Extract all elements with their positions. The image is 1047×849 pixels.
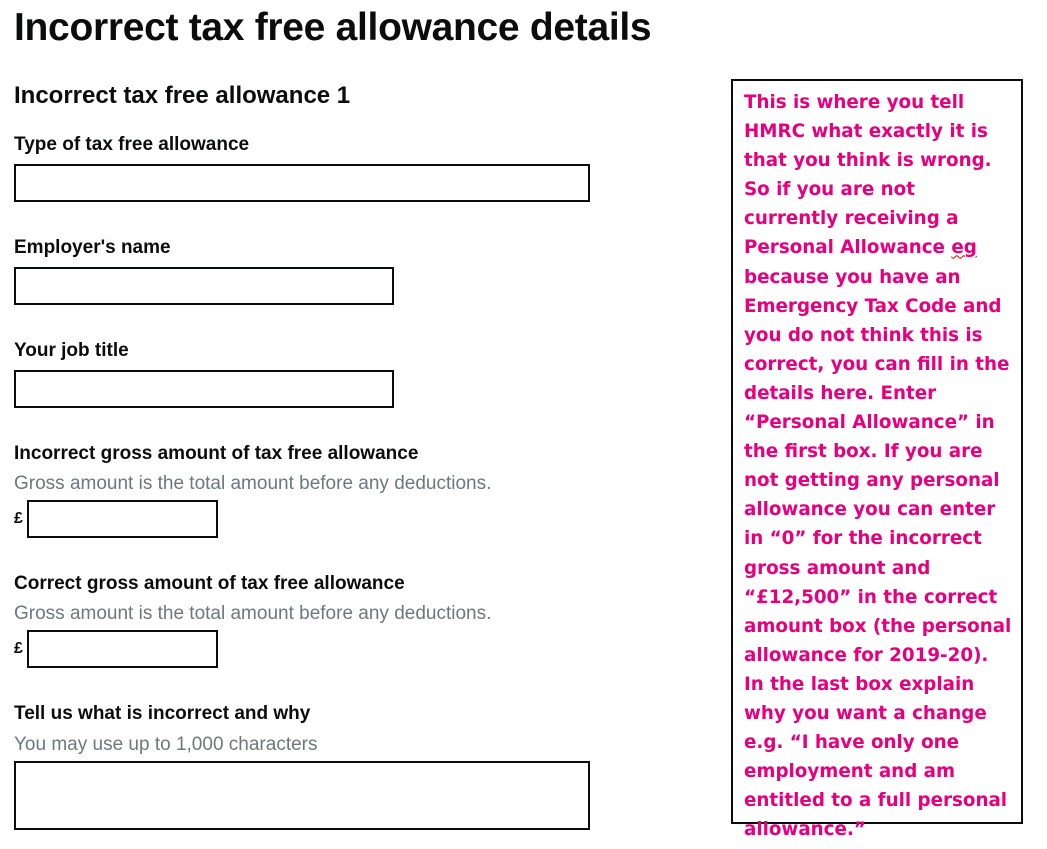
section-title: Incorrect tax free allowance 1	[14, 82, 351, 109]
allowance-type-label: Type of tax free allowance	[14, 134, 250, 155]
incorrect-amount-label: Incorrect gross amount of tax free allowance	[14, 443, 419, 464]
correct-amount-label: Correct gross amount of tax free allowance	[14, 573, 405, 594]
incorrect-amount-input[interactable]	[27, 500, 218, 538]
job-title-label: Your job title	[14, 340, 129, 361]
spellcheck-flagged-word: eg	[951, 237, 977, 259]
incorrect-amount-currency-symbol: £	[14, 510, 23, 527]
reason-label: Tell us what is incorrect and why	[14, 703, 311, 724]
employer-name-label: Employer's name	[14, 237, 171, 258]
reason-textarea[interactable]	[14, 761, 590, 830]
page-title: Incorrect tax free allowance details	[14, 6, 652, 49]
correct-amount-input[interactable]	[27, 630, 218, 668]
incorrect-amount-hint: Gross amount is the total amount before any deductions.	[14, 473, 492, 494]
reason-hint: You may use up to 1,000 characters	[14, 734, 318, 755]
annotation-text-start: This is where you tell HMRC what exactly it is that you think is wrong. So if you are not currently receiving a Personal Allowance	[744, 92, 992, 259]
allowance-type-input[interactable]	[14, 164, 590, 202]
correct-amount-hint: Gross amount is the total amount before any deductions.	[14, 603, 492, 624]
annotation-callout	[731, 79, 1023, 841]
annotation-text-end: because you have an Emergency Tax Code and you do not think this is correct, you can fill in the details here. Enter “Personal Allowance” in the first box. If you are not getting any personal allowance you can enter in “0” for the incorrect gross amount and “£12,500” in the correct amount box (the personal allowance for 2019-20). In the last box explain why you want a change e.g. “I have only one employment and am entitled to a full personal allowance.”	[744, 266, 1012, 841]
correct-amount-currency-symbol: £	[14, 640, 23, 657]
job-title-input[interactable]	[14, 370, 394, 408]
employer-name-input[interactable]	[14, 267, 394, 305]
